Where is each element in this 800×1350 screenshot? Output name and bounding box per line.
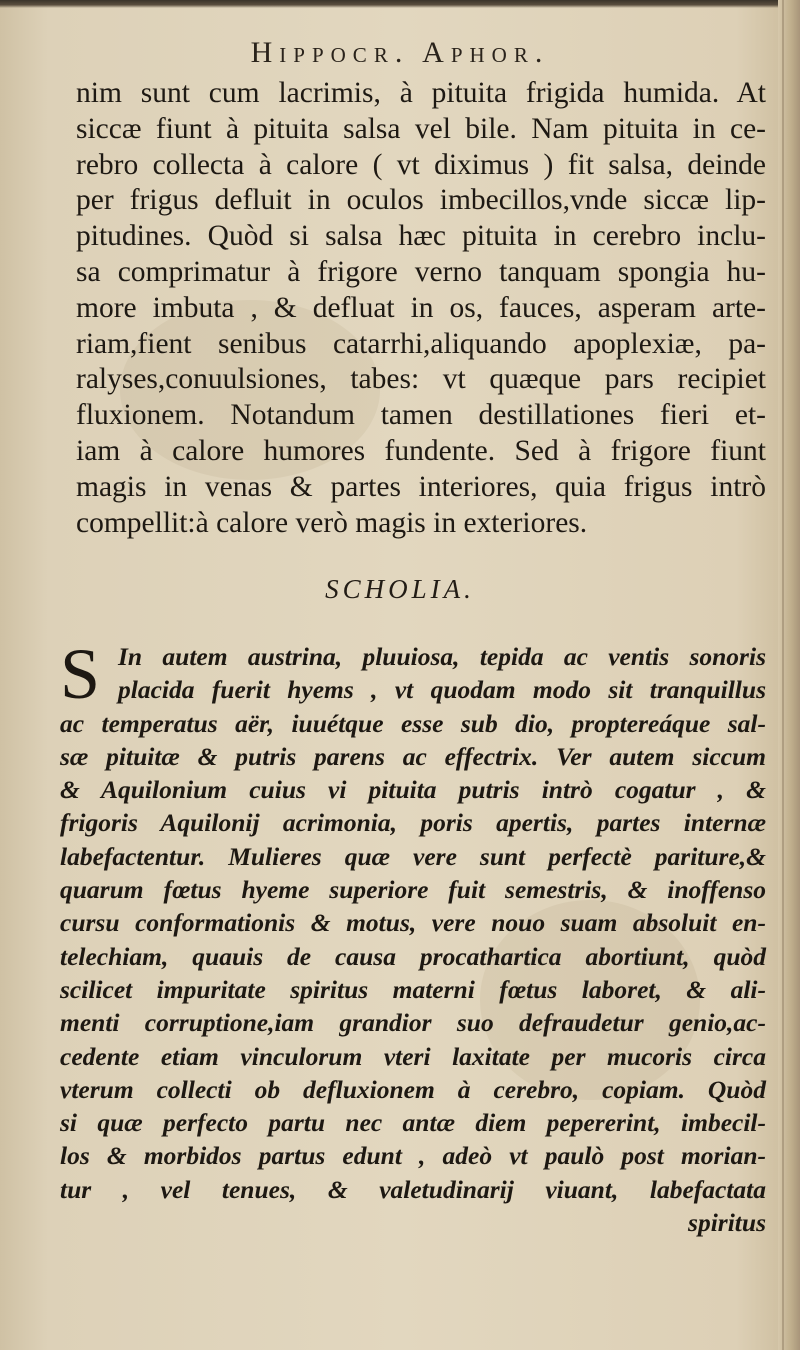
scholia-line: vterum collecti ob defluxionem à cerebro, copiam. Quòd xyxy=(60,1074,766,1104)
drop-cap: S xyxy=(60,634,101,714)
scholia-line: sæ pituitæ & putris parens ac effectrix. Ver autem siccum xyxy=(60,741,766,771)
scholia-text-block xyxy=(60,634,766,1239)
scholia-line: placida fuerit hyems , vt quodam modo sit tranquillus xyxy=(118,675,766,705)
aphorism-line: riam,fient senibus catarrhi,aliquando apoplexiæ, pa- xyxy=(76,327,766,360)
scholia-line: si quæ perfecto partu nec antæ diem pepererint, imbecil- xyxy=(60,1108,766,1138)
scholia-line: menti corruptione,iam grandior suo defraudetur genio,ac- xyxy=(60,1008,766,1038)
catchword: spiritus xyxy=(688,1208,766,1238)
aphorism-line: per frigus defluit in oculos imbecillos,vnde siccæ lip- xyxy=(76,184,766,217)
scholia-line: tur , vel tenues, & valetudinarij viuant, labefactata xyxy=(60,1174,766,1204)
aphorism-line: siccæ fiunt à pituita salsa vel bile. Nam pituita in ce- xyxy=(76,112,766,145)
aphorism-line: rebro collecta à calore ( vt diximus ) fit salsa, deinde xyxy=(76,148,766,181)
scholia-line: los & morbidos partus edunt , adeò vt paulò post morian- xyxy=(60,1141,766,1171)
scholia-line: & Aquilonium cuius vi pituita putris intrò cogatur , & xyxy=(60,775,766,805)
scholia-line: cedente etiam vinculorum vteri laxitate per mucoris circa xyxy=(60,1041,766,1071)
aphorism-line: ralyses,conuulsiones, tabes: vt quæque pars recipiet xyxy=(76,363,766,396)
aphorism-line: more imbuta , & defluat in os, fauces, asperam arte- xyxy=(76,291,766,324)
scholia-line: telechiam, quauis de causa procathartica abortiunt, quòd xyxy=(60,941,766,971)
aphorism-line: magis in venas & partes interiores, quia frigus intrò xyxy=(76,470,766,503)
scholia-line: cursu conformationis & motus, vere nouo suam absoluit en- xyxy=(60,908,766,938)
running-head: Hippocr. Aphor. xyxy=(250,36,550,69)
aphorism-line: compellit:à calore verò magis in exteriores. xyxy=(76,506,588,539)
scholia-line: labefactentur. Mulieres quæ vere sunt perfectè pariture,& xyxy=(60,841,766,871)
scholia-line: ac temperatus aër, iuuétque esse sub dio, proptereáque sal- xyxy=(60,708,766,738)
scholia-heading: SCHOLIA. xyxy=(325,574,475,604)
aphorism-line: pitudines. Quòd si salsa hæc pituita in cerebro inclu- xyxy=(76,220,766,253)
aphorism-text-block xyxy=(76,76,766,541)
scholia-line: scilicet impuritate spiritus materni fœtus laboret, & ali- xyxy=(60,974,766,1004)
aphorism-line: iam à calore humores fundente. Sed à frigore fiunt xyxy=(76,434,766,467)
scholia-line: frigoris Aquilonij acrimonia, poris apertis, partes internæ xyxy=(60,808,766,838)
scholia-line: In autem austrina, pluuiosa, tepida ac ventis sonoris xyxy=(118,642,766,671)
scholia-line: quarum fœtus hyeme superiore fuit semestris, & inoffenso xyxy=(60,875,766,905)
aphorism-line: nim sunt cum lacrimis, à pituita frigida humida. At xyxy=(76,77,766,109)
aphorism-line: fluxionem. Notandum tamen destillationes fieri et- xyxy=(76,399,766,432)
book-spine-edge xyxy=(778,0,800,1350)
aphorism-line: sa comprimatur à frigore verno tanquam spongia hu- xyxy=(76,255,766,288)
page-top-shadow xyxy=(0,0,800,8)
